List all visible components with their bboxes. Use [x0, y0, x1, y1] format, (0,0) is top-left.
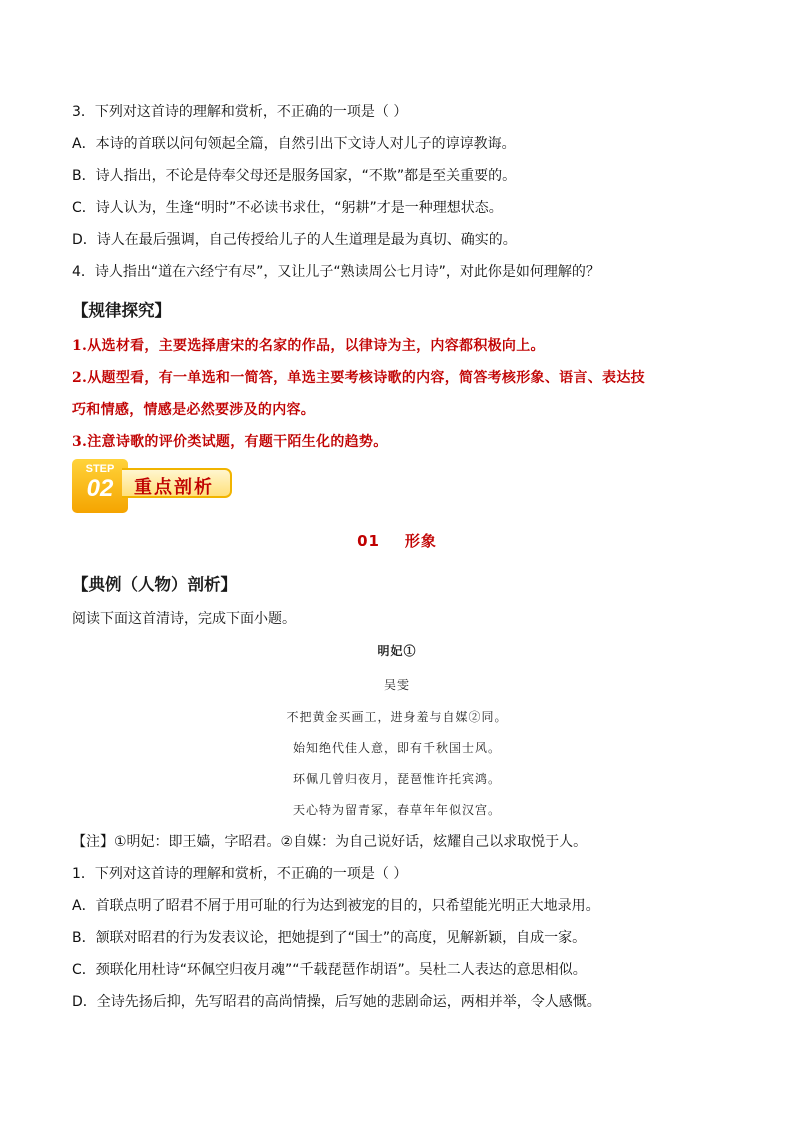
rules-heading: 【规律探究】: [72, 301, 171, 320]
question-1-option-c: C．颈联化用杜诗“环佩空归夜月魂”“千载琵琶作胡语”。吴杜二人表达的意思相似。: [72, 962, 587, 978]
step-number: 02: [86, 475, 114, 502]
question-1-option-d: D．全诗先扬后抑，先写昭君的高尚情操，后写她的悲剧命运，两相并举，令人感慨。: [72, 994, 601, 1010]
example-intro: 阅读下面这首清诗，完成下面小题。: [72, 611, 296, 627]
question-3-stem: 3．下列对这首诗的理解和赏析，不正确的一项是（ ）: [72, 104, 408, 120]
step-label: STEP: [85, 463, 115, 475]
question-3-option-c: C．诗人认为，生逢“明时”不必读书求仕，“躬耕”才是一种理想状态。: [72, 200, 503, 216]
rule-item-2-cont: 巧和情感，情感是必然要涉及的内容。: [72, 402, 316, 418]
step-badge: [72, 459, 234, 513]
poem-line-3: 环佩几曾归夜月，琵琶惟许托宾鸿。: [292, 772, 501, 786]
question-3-option-a: A．本诗的首联以问句领起全篇，自然引出下文诗人对儿子的谆谆教诲。: [72, 136, 516, 152]
step-title: 重点剖析: [134, 477, 214, 498]
poem-title: 明妃①: [377, 644, 417, 658]
poem-author: 吴雯: [383, 678, 410, 692]
step-number-tag: [72, 459, 128, 513]
question-3-option-d: D．诗人在最后强调，自己传授给儿子的人生道理是最为真切、确实的。: [72, 232, 517, 248]
poem-line-1: 不把黄金买画工，进身羞与自媒②同。: [286, 710, 508, 724]
poem-line-2: 始知绝代佳人意，即有千秋国士风。: [292, 741, 501, 755]
poem-note: 【注】①明妃：即王嫱，字昭君。②自媒：为自己说好话，炫耀自己以求取悦于人。: [72, 834, 588, 850]
question-1-stem: 1．下列对这首诗的理解和赏析，不正确的一项是（ ）: [72, 866, 408, 882]
step-title-tab: [122, 468, 232, 498]
rule-item-2: 2.从题型看，有一单选和一简答，单选主要考核诗歌的内容，简答考核形象、语言、表达技: [72, 370, 645, 386]
section-title: 01 形象: [357, 532, 437, 550]
rule-item-3: 3.注意诗歌的评价类试题，有题干陌生化的趋势。: [72, 434, 388, 450]
question-3-option-b: B．诗人指出，不论是侍奉父母还是服务国家，“不欺”都是至关重要的。: [72, 168, 517, 184]
poem-line-4: 天心特为留青冢，春草年年似汉宫。: [292, 803, 501, 817]
example-heading: 【典例（人物）剖析】: [72, 575, 237, 594]
question-1-option-b: B．颔联对昭君的行为发表议论，把她提到了“国士”的高度，见解新颖，自成一家。: [72, 930, 587, 946]
question-1-option-a: A．首联点明了昭君不屑于用可耻的行为达到被宠的目的，只希望能光明正大地录用。: [72, 898, 600, 914]
rule-item-1: 1.从选材看，主要选择唐宋的名家的作品，以律诗为主，内容都积极向上。: [72, 338, 545, 354]
question-4-stem: 4．诗人指出“道在六经宁有尽”，又让儿子“熟读周公七月诗”，对此你是如何理解的？: [72, 264, 600, 280]
